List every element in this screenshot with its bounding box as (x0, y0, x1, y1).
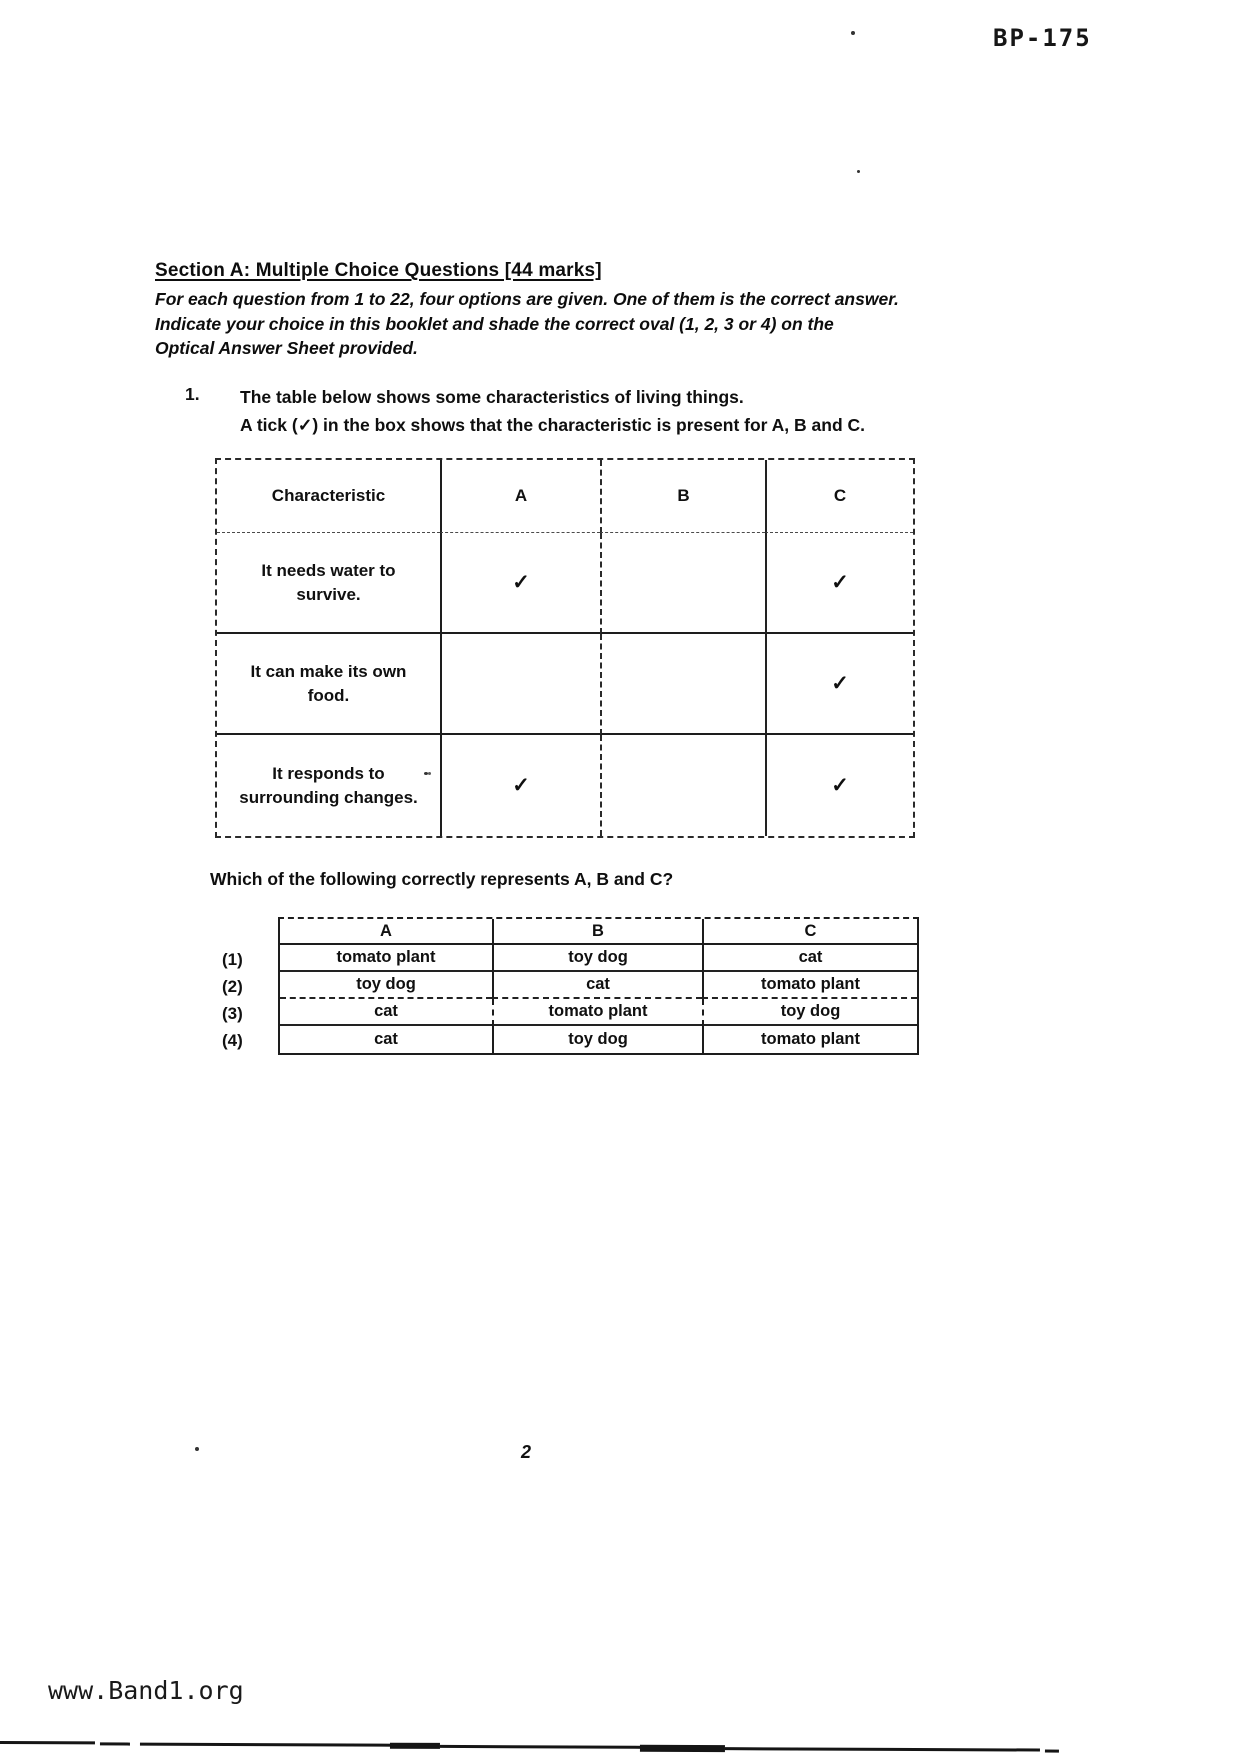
option-label: (1) (222, 950, 243, 969)
scan-edge-line (0, 1739, 1060, 1754)
option-cell: toy dog (702, 999, 917, 1026)
tick-cell (600, 634, 765, 735)
option-cell: cat (492, 972, 702, 999)
tick-cell (600, 735, 765, 836)
scan-edge-segment (390, 1743, 440, 1749)
instruction-line: Optical Answer Sheet provided. (155, 338, 418, 358)
option-label: (4) (222, 1031, 243, 1050)
header-cell-a: A (280, 919, 492, 945)
header-cell-c: C (765, 460, 913, 533)
tick-cell: ✓ (765, 533, 913, 634)
scan-edge-segment (1045, 1750, 1059, 1753)
scan-artifact-dot (851, 31, 855, 35)
footer-url: www.Band1.org (48, 1676, 244, 1705)
table-row (280, 972, 917, 999)
options-table (278, 917, 919, 1055)
option-cell: toy dog (492, 1026, 702, 1053)
option-cell: tomato plant (702, 1026, 917, 1053)
page-number: 2 (521, 1442, 532, 1462)
table-row (280, 1026, 917, 1053)
question-number: 1. (185, 384, 200, 404)
scan-edge-segment (725, 1747, 1040, 1751)
section-heading: Section A: Multiple Choice Questions [44 marks] (155, 260, 602, 281)
scan-artifact-dot (195, 1447, 199, 1451)
characteristics-table-header-row (217, 460, 913, 533)
scan-artifact-dot (857, 170, 860, 173)
characteristic-label: It needs water to survive. (217, 533, 440, 634)
table-row (280, 999, 917, 1026)
header-cell-characteristic: Characteristic (217, 460, 440, 533)
scan-edge-segment (140, 1743, 395, 1747)
question-prompt: Which of the following correctly represents A, B and C? (210, 869, 674, 889)
option-label: (2) (222, 977, 243, 996)
table-row (280, 945, 917, 972)
tick-cell (600, 533, 765, 634)
option-label: (3) (222, 1004, 243, 1023)
header-cell-b: B (600, 460, 765, 533)
tick-cell: ✓ (765, 634, 913, 735)
scan-edge-segment (640, 1745, 725, 1752)
scan-edge-segment (440, 1745, 645, 1749)
option-cell: cat (702, 945, 917, 972)
tick-cell (440, 634, 600, 735)
doc-code: BP-175 (993, 24, 1092, 52)
option-cell: toy dog (280, 972, 492, 999)
header-cell-a: A (440, 460, 600, 533)
question-line: A tick (✓) in the box shows that the characteristic is present for A, B and C. (240, 414, 866, 435)
instruction-line: For each question from 1 to 22, four options are given. One of them is the correct answer. (155, 289, 899, 309)
tick-cell: ✓ (440, 533, 600, 634)
tick-cell: ✓ (440, 735, 600, 836)
scan-edge-segment (100, 1742, 130, 1745)
option-cell: tomato plant (702, 972, 917, 999)
option-cell: tomato plant (492, 999, 702, 1026)
header-cell-b: B (492, 919, 702, 945)
scan-edge-segment (0, 1741, 95, 1744)
tick-cell: ✓ (765, 735, 913, 836)
table-row (217, 533, 913, 634)
option-cell: cat (280, 999, 492, 1026)
options-table-header-row (280, 919, 917, 945)
instruction-line: Indicate your choice in this booklet and shade the correct oval (1, 2, 3 or 4) on the (155, 313, 834, 334)
characteristics-table (215, 458, 915, 838)
table-row (217, 735, 913, 836)
question-text (240, 384, 940, 439)
option-cell: cat (374, 1030, 398, 1048)
table-row (217, 634, 913, 735)
option-cell: tomato plant (280, 945, 492, 972)
option-cell: toy dog (492, 945, 702, 972)
characteristic-label: It responds to surrounding changes. (239, 763, 418, 807)
question-line: The table below shows some characteristics of living things. (240, 387, 744, 407)
characteristic-label: It can make its own food. (217, 634, 440, 735)
section-instructions (155, 287, 945, 361)
header-cell-c: C (702, 919, 917, 945)
option-labels (222, 948, 243, 1056)
